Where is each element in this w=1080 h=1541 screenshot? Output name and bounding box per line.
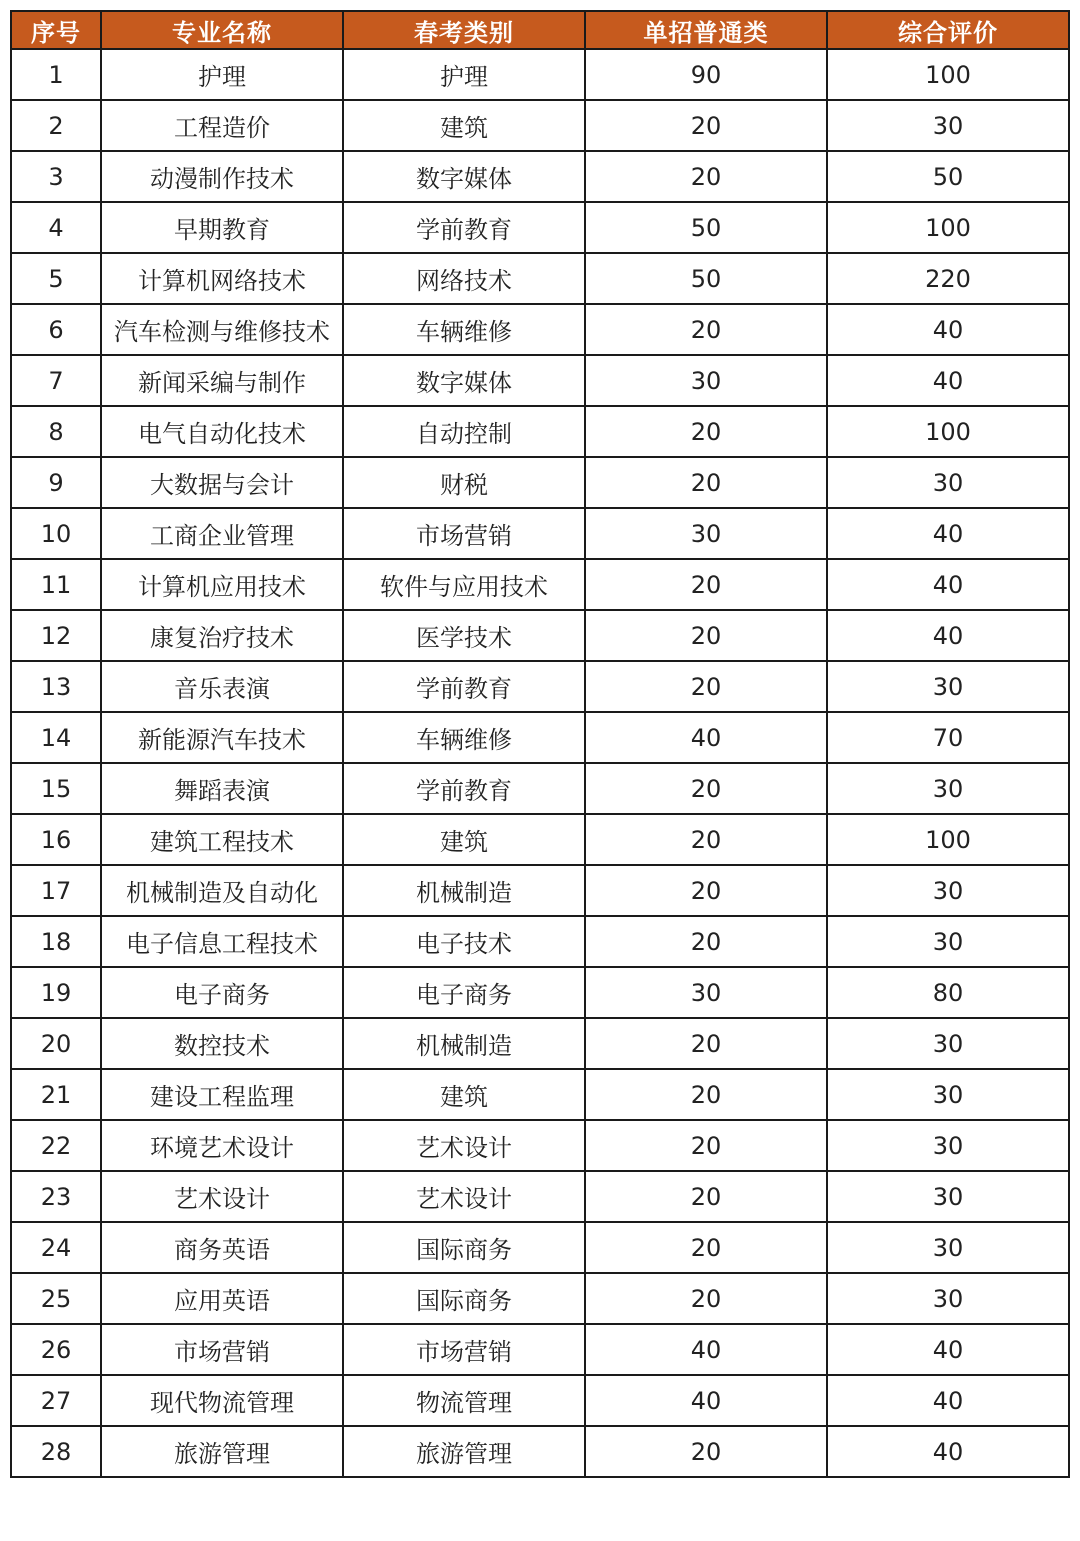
cell-single-recruit-general: 30 bbox=[585, 508, 827, 559]
table-row bbox=[11, 406, 1069, 457]
cell-single-recruit-general: 20 bbox=[585, 1120, 827, 1171]
table-row bbox=[11, 1426, 1069, 1477]
cell-comprehensive-evaluation: 30 bbox=[827, 661, 1069, 712]
cell-single-recruit-general: 20 bbox=[585, 865, 827, 916]
cell-index: 1 bbox=[11, 49, 101, 100]
cell-major-name: 电子信息工程技术 bbox=[101, 916, 343, 967]
cell-index: 13 bbox=[11, 661, 101, 712]
cell-spring-exam-category: 电子技术 bbox=[343, 916, 585, 967]
cell-single-recruit-general: 20 bbox=[585, 100, 827, 151]
header-index: 序号 bbox=[11, 11, 101, 49]
cell-comprehensive-evaluation: 30 bbox=[827, 1222, 1069, 1273]
cell-comprehensive-evaluation: 30 bbox=[827, 1069, 1069, 1120]
table-row bbox=[11, 814, 1069, 865]
cell-spring-exam-category: 网络技术 bbox=[343, 253, 585, 304]
cell-comprehensive-evaluation: 40 bbox=[827, 355, 1069, 406]
cell-major-name: 艺术设计 bbox=[101, 1171, 343, 1222]
cell-comprehensive-evaluation: 100 bbox=[827, 406, 1069, 457]
cell-comprehensive-evaluation: 30 bbox=[827, 1273, 1069, 1324]
cell-comprehensive-evaluation: 70 bbox=[827, 712, 1069, 763]
table-row bbox=[11, 1069, 1069, 1120]
cell-spring-exam-category: 物流管理 bbox=[343, 1375, 585, 1426]
cell-comprehensive-evaluation: 40 bbox=[827, 1375, 1069, 1426]
cell-index: 27 bbox=[11, 1375, 101, 1426]
cell-single-recruit-general: 20 bbox=[585, 763, 827, 814]
cell-spring-exam-category: 建筑 bbox=[343, 100, 585, 151]
cell-spring-exam-category: 数字媒体 bbox=[343, 355, 585, 406]
table-row bbox=[11, 304, 1069, 355]
table-row bbox=[11, 967, 1069, 1018]
cell-index: 6 bbox=[11, 304, 101, 355]
cell-index: 4 bbox=[11, 202, 101, 253]
cell-index: 10 bbox=[11, 508, 101, 559]
header-single-recruit-general: 单招普通类 bbox=[585, 11, 827, 49]
cell-spring-exam-category: 机械制造 bbox=[343, 1018, 585, 1069]
cell-single-recruit-general: 30 bbox=[585, 967, 827, 1018]
table-row bbox=[11, 610, 1069, 661]
cell-index: 9 bbox=[11, 457, 101, 508]
cell-index: 16 bbox=[11, 814, 101, 865]
cell-single-recruit-general: 20 bbox=[585, 406, 827, 457]
cell-index: 26 bbox=[11, 1324, 101, 1375]
cell-major-name: 旅游管理 bbox=[101, 1426, 343, 1477]
cell-spring-exam-category: 车辆维修 bbox=[343, 304, 585, 355]
cell-comprehensive-evaluation: 40 bbox=[827, 1324, 1069, 1375]
cell-spring-exam-category: 国际商务 bbox=[343, 1273, 585, 1324]
cell-index: 3 bbox=[11, 151, 101, 202]
table-body bbox=[11, 49, 1069, 1477]
cell-comprehensive-evaluation: 30 bbox=[827, 1018, 1069, 1069]
cell-single-recruit-general: 90 bbox=[585, 49, 827, 100]
cell-spring-exam-category: 市场营销 bbox=[343, 1324, 585, 1375]
table-row bbox=[11, 1018, 1069, 1069]
header-row bbox=[11, 11, 1069, 49]
cell-comprehensive-evaluation: 30 bbox=[827, 865, 1069, 916]
cell-spring-exam-category: 艺术设计 bbox=[343, 1120, 585, 1171]
cell-major-name: 建筑工程技术 bbox=[101, 814, 343, 865]
table-row bbox=[11, 202, 1069, 253]
cell-comprehensive-evaluation: 30 bbox=[827, 100, 1069, 151]
cell-spring-exam-category: 医学技术 bbox=[343, 610, 585, 661]
cell-major-name: 舞蹈表演 bbox=[101, 763, 343, 814]
cell-major-name: 环境艺术设计 bbox=[101, 1120, 343, 1171]
cell-major-name: 音乐表演 bbox=[101, 661, 343, 712]
cell-single-recruit-general: 20 bbox=[585, 559, 827, 610]
cell-index: 28 bbox=[11, 1426, 101, 1477]
table-row bbox=[11, 49, 1069, 100]
cell-single-recruit-general: 20 bbox=[585, 1069, 827, 1120]
table-row bbox=[11, 151, 1069, 202]
cell-index: 19 bbox=[11, 967, 101, 1018]
cell-major-name: 护理 bbox=[101, 49, 343, 100]
table-row bbox=[11, 100, 1069, 151]
cell-spring-exam-category: 市场营销 bbox=[343, 508, 585, 559]
cell-major-name: 工商企业管理 bbox=[101, 508, 343, 559]
cell-index: 24 bbox=[11, 1222, 101, 1273]
cell-major-name: 大数据与会计 bbox=[101, 457, 343, 508]
table-header bbox=[11, 11, 1069, 49]
cell-major-name: 早期教育 bbox=[101, 202, 343, 253]
cell-major-name: 工程造价 bbox=[101, 100, 343, 151]
cell-single-recruit-general: 20 bbox=[585, 1273, 827, 1324]
cell-spring-exam-category: 自动控制 bbox=[343, 406, 585, 457]
cell-spring-exam-category: 学前教育 bbox=[343, 763, 585, 814]
cell-major-name: 新能源汽车技术 bbox=[101, 712, 343, 763]
cell-comprehensive-evaluation: 80 bbox=[827, 967, 1069, 1018]
cell-comprehensive-evaluation: 220 bbox=[827, 253, 1069, 304]
table-row bbox=[11, 1273, 1069, 1324]
cell-index: 14 bbox=[11, 712, 101, 763]
table-row bbox=[11, 1171, 1069, 1222]
cell-major-name: 汽车检测与维修技术 bbox=[101, 304, 343, 355]
cell-spring-exam-category: 车辆维修 bbox=[343, 712, 585, 763]
cell-spring-exam-category: 软件与应用技术 bbox=[343, 559, 585, 610]
cell-comprehensive-evaluation: 40 bbox=[827, 610, 1069, 661]
table-row bbox=[11, 763, 1069, 814]
cell-major-name: 机械制造及自动化 bbox=[101, 865, 343, 916]
cell-major-name: 计算机网络技术 bbox=[101, 253, 343, 304]
cell-major-name: 动漫制作技术 bbox=[101, 151, 343, 202]
cell-major-name: 建设工程监理 bbox=[101, 1069, 343, 1120]
table-row bbox=[11, 865, 1069, 916]
cell-single-recruit-general: 20 bbox=[585, 1426, 827, 1477]
cell-spring-exam-category: 电子商务 bbox=[343, 967, 585, 1018]
cell-spring-exam-category: 数字媒体 bbox=[343, 151, 585, 202]
cell-major-name: 电气自动化技术 bbox=[101, 406, 343, 457]
table-row bbox=[11, 916, 1069, 967]
cell-spring-exam-category: 护理 bbox=[343, 49, 585, 100]
table-row bbox=[11, 1120, 1069, 1171]
table-row bbox=[11, 1324, 1069, 1375]
cell-spring-exam-category: 国际商务 bbox=[343, 1222, 585, 1273]
cell-single-recruit-general: 40 bbox=[585, 1324, 827, 1375]
cell-single-recruit-general: 20 bbox=[585, 1222, 827, 1273]
cell-comprehensive-evaluation: 30 bbox=[827, 916, 1069, 967]
cell-index: 17 bbox=[11, 865, 101, 916]
cell-comprehensive-evaluation: 30 bbox=[827, 1120, 1069, 1171]
cell-comprehensive-evaluation: 50 bbox=[827, 151, 1069, 202]
cell-index: 5 bbox=[11, 253, 101, 304]
cell-spring-exam-category: 财税 bbox=[343, 457, 585, 508]
cell-single-recruit-general: 40 bbox=[585, 1375, 827, 1426]
table-row bbox=[11, 559, 1069, 610]
cell-spring-exam-category: 建筑 bbox=[343, 1069, 585, 1120]
table-row bbox=[11, 712, 1069, 763]
cell-comprehensive-evaluation: 30 bbox=[827, 1171, 1069, 1222]
cell-major-name: 现代物流管理 bbox=[101, 1375, 343, 1426]
table-row bbox=[11, 355, 1069, 406]
cell-index: 25 bbox=[11, 1273, 101, 1324]
cell-spring-exam-category: 机械制造 bbox=[343, 865, 585, 916]
cell-single-recruit-general: 20 bbox=[585, 151, 827, 202]
cell-single-recruit-general: 20 bbox=[585, 916, 827, 967]
cell-index: 2 bbox=[11, 100, 101, 151]
cell-comprehensive-evaluation: 40 bbox=[827, 508, 1069, 559]
cell-index: 21 bbox=[11, 1069, 101, 1120]
cell-major-name: 新闻采编与制作 bbox=[101, 355, 343, 406]
cell-index: 15 bbox=[11, 763, 101, 814]
cell-single-recruit-general: 40 bbox=[585, 712, 827, 763]
cell-comprehensive-evaluation: 40 bbox=[827, 304, 1069, 355]
cell-major-name: 应用英语 bbox=[101, 1273, 343, 1324]
cell-index: 22 bbox=[11, 1120, 101, 1171]
cell-spring-exam-category: 学前教育 bbox=[343, 202, 585, 253]
cell-index: 11 bbox=[11, 559, 101, 610]
table-row bbox=[11, 1375, 1069, 1426]
cell-single-recruit-general: 20 bbox=[585, 610, 827, 661]
table-row bbox=[11, 253, 1069, 304]
cell-major-name: 康复治疗技术 bbox=[101, 610, 343, 661]
cell-comprehensive-evaluation: 100 bbox=[827, 202, 1069, 253]
cell-comprehensive-evaluation: 30 bbox=[827, 457, 1069, 508]
cell-comprehensive-evaluation: 100 bbox=[827, 49, 1069, 100]
cell-comprehensive-evaluation: 30 bbox=[827, 763, 1069, 814]
cell-spring-exam-category: 建筑 bbox=[343, 814, 585, 865]
cell-single-recruit-general: 50 bbox=[585, 253, 827, 304]
cell-single-recruit-general: 20 bbox=[585, 1171, 827, 1222]
cell-spring-exam-category: 学前教育 bbox=[343, 661, 585, 712]
cell-index: 18 bbox=[11, 916, 101, 967]
cell-index: 12 bbox=[11, 610, 101, 661]
cell-index: 23 bbox=[11, 1171, 101, 1222]
cell-single-recruit-general: 20 bbox=[585, 661, 827, 712]
cell-index: 20 bbox=[11, 1018, 101, 1069]
cell-comprehensive-evaluation: 40 bbox=[827, 1426, 1069, 1477]
table-row bbox=[11, 661, 1069, 712]
cell-index: 8 bbox=[11, 406, 101, 457]
cell-single-recruit-general: 20 bbox=[585, 457, 827, 508]
header-comprehensive-evaluation: 综合评价 bbox=[827, 11, 1069, 49]
cell-single-recruit-general: 20 bbox=[585, 814, 827, 865]
cell-major-name: 市场营销 bbox=[101, 1324, 343, 1375]
cell-single-recruit-general: 20 bbox=[585, 304, 827, 355]
cell-major-name: 计算机应用技术 bbox=[101, 559, 343, 610]
header-spring-exam-category: 春考类别 bbox=[343, 11, 585, 49]
table-row bbox=[11, 457, 1069, 508]
cell-single-recruit-general: 20 bbox=[585, 1018, 827, 1069]
enrollment-table bbox=[10, 10, 1070, 1478]
cell-single-recruit-general: 50 bbox=[585, 202, 827, 253]
cell-comprehensive-evaluation: 100 bbox=[827, 814, 1069, 865]
table-row bbox=[11, 1222, 1069, 1273]
cell-spring-exam-category: 艺术设计 bbox=[343, 1171, 585, 1222]
cell-major-name: 电子商务 bbox=[101, 967, 343, 1018]
table-row bbox=[11, 508, 1069, 559]
cell-major-name: 数控技术 bbox=[101, 1018, 343, 1069]
cell-single-recruit-general: 30 bbox=[585, 355, 827, 406]
cell-spring-exam-category: 旅游管理 bbox=[343, 1426, 585, 1477]
cell-comprehensive-evaluation: 40 bbox=[827, 559, 1069, 610]
cell-major-name: 商务英语 bbox=[101, 1222, 343, 1273]
enrollment-table-container bbox=[10, 10, 1070, 1478]
cell-index: 7 bbox=[11, 355, 101, 406]
header-major-name: 专业名称 bbox=[101, 11, 343, 49]
